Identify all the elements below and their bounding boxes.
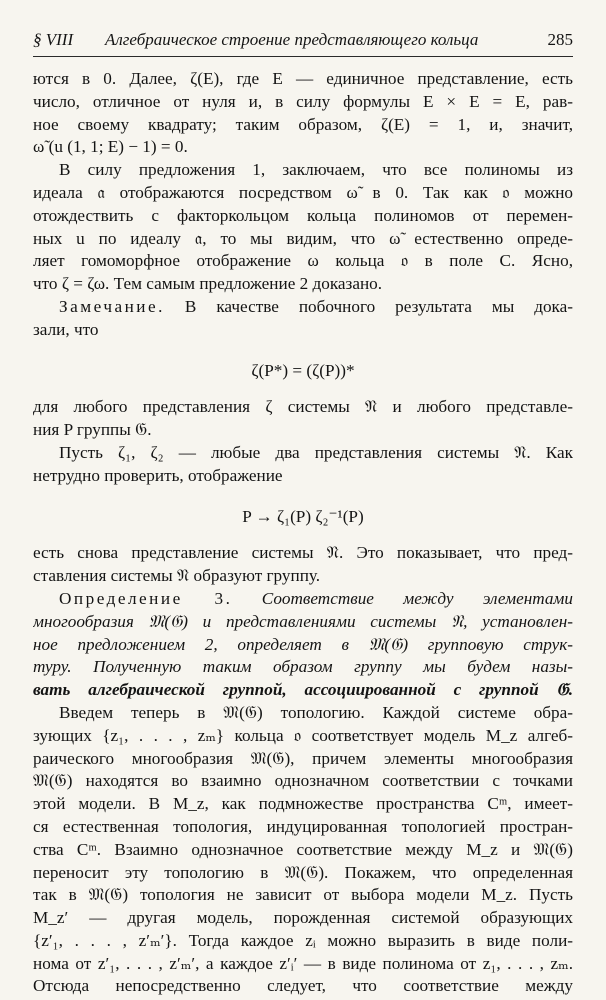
text-line: туру. Полученную таким образом группу мы будем назы- (33, 657, 573, 677)
text-line: ω̃ (u (1, 1; E) − 1) = 0. (33, 137, 188, 157)
running-header (33, 30, 573, 54)
paragraph-block-1 (33, 68, 573, 342)
definition-label: Определение 3. (59, 588, 233, 608)
text-line: ются в 0. Далее, ζ(E), где E — единичное представление, есть (33, 69, 573, 88)
text-line: идеала 𝔞 отображаются посредством ω̃ в 0. Так как 𝔬 можно (33, 182, 573, 202)
text-line: зующих {z₁, . . . , zₘ} кольца 𝔬 соответствует модель M_z алгеб- (33, 725, 573, 745)
text-line: переносит эту топологию в 𝔐(𝔊). Покажем, что определенная (33, 862, 573, 882)
paragraph-block-3 (33, 542, 573, 588)
formula-1: ζ(P*) = (ζ(P))* (251, 360, 355, 380)
definition-block (33, 588, 573, 702)
text-line: В силу предложения 1, заключаем, что все полиномы из (59, 160, 573, 180)
text-line: раического многообразия 𝔐(𝔊), причем элементы многообразия (33, 748, 573, 768)
definition-text: Соответствие между элементами (261, 588, 573, 608)
chapter-title: Алгебраическое строение представляющего кольца (105, 30, 479, 49)
text-line: нома от z′₁, . . . , z′ₘ′, а каждое z′ᵢ′ — в виде полинома от z₁, . . . , zₘ. (33, 953, 573, 973)
remark-label: Замечание. (59, 296, 165, 316)
text-line: Введем теперь в 𝔐(𝔊) топологию. Каждой системе обра- (59, 702, 573, 722)
page-number: 285 (547, 30, 573, 49)
text-line: M_z′ — другая модель, порожденная системой образующих (33, 908, 573, 928)
text-line: Пусть ζ₁, ζ₂ — любые два представления системы 𝔑. Как (59, 442, 573, 462)
text-line: для любого представления ζ системы 𝔑 и любого представле- (33, 397, 573, 417)
text-line: Отсюда непосредственно следует, что соответствие между (33, 976, 573, 996)
page-body (33, 68, 573, 998)
text-line: так в 𝔐(𝔊) топология не зависит от выбора модели M_z. Пусть (33, 885, 573, 905)
text-line: нетрудно проверить, отображение (33, 465, 283, 485)
text-line: вать алгебраической группой, ассоциированной с группой 𝔊. (33, 680, 573, 700)
formula-2: P → ζ₁(P) ζ₂⁻¹(P) (242, 506, 364, 526)
text-line: число, отличное от нуля и, в силу формулы E × E = E, рав- (33, 91, 573, 111)
text-line: есть снова представление системы 𝔑. Это показывает, что пред- (33, 543, 573, 563)
text-line: ное своему квадрату; таким образом, ζ(E) = 1, и, значит, (33, 114, 573, 134)
paragraph-block-2 (33, 396, 573, 487)
section-label: § VIII (33, 30, 74, 49)
text-line: ляет гомоморфное отображение ω кольца 𝔬 в поле C. Ясно, (33, 251, 573, 271)
text-line: отождествить с факторкольцом кольца полиномов от перемен- (33, 205, 573, 225)
text-line: многообразия 𝔐(𝔊) и представлениями системы 𝔑, установлен- (33, 611, 573, 631)
text-line: Замечание. В качестве побочного результата мы дока- (59, 296, 573, 316)
text-line: ное предложением 2, определяет в 𝔐(𝔊) групповую струк- (33, 634, 573, 654)
text-line: ства Cᵐ. Взаимно однозначное соответствие между M_z и 𝔐(𝔊) (33, 839, 573, 859)
text-line: ных u по идеалу 𝔞, то мы видим, что ω̃ естественно опреде- (33, 228, 573, 248)
text-line: 𝔐(𝔊) находятся во взаимно однозначном соответствии с точками (33, 771, 573, 791)
text-line: {z′₁, . . . , z′ₘ′}. Тогда каждое zᵢ можно выразить в виде поли- (33, 930, 573, 950)
text-line: ся естественная топология, индуцированная топологией простран- (33, 816, 573, 836)
text-line: ставления системы 𝔑 образуют группу. (33, 566, 321, 586)
text-line: зали, что (33, 319, 99, 339)
text-line: этой модели. В M_z, как подмножестве пространства Cᵐ, имеет- (33, 794, 573, 814)
definition-first-line (33, 588, 573, 611)
header-rule (33, 56, 573, 57)
text-line: что ζ = ζω. Тем самым предложение 2 доказано. (33, 274, 383, 294)
paragraph-block-4 (33, 702, 573, 998)
definition-rest (33, 611, 573, 702)
text-line: ния P группы 𝔊. (33, 420, 152, 440)
